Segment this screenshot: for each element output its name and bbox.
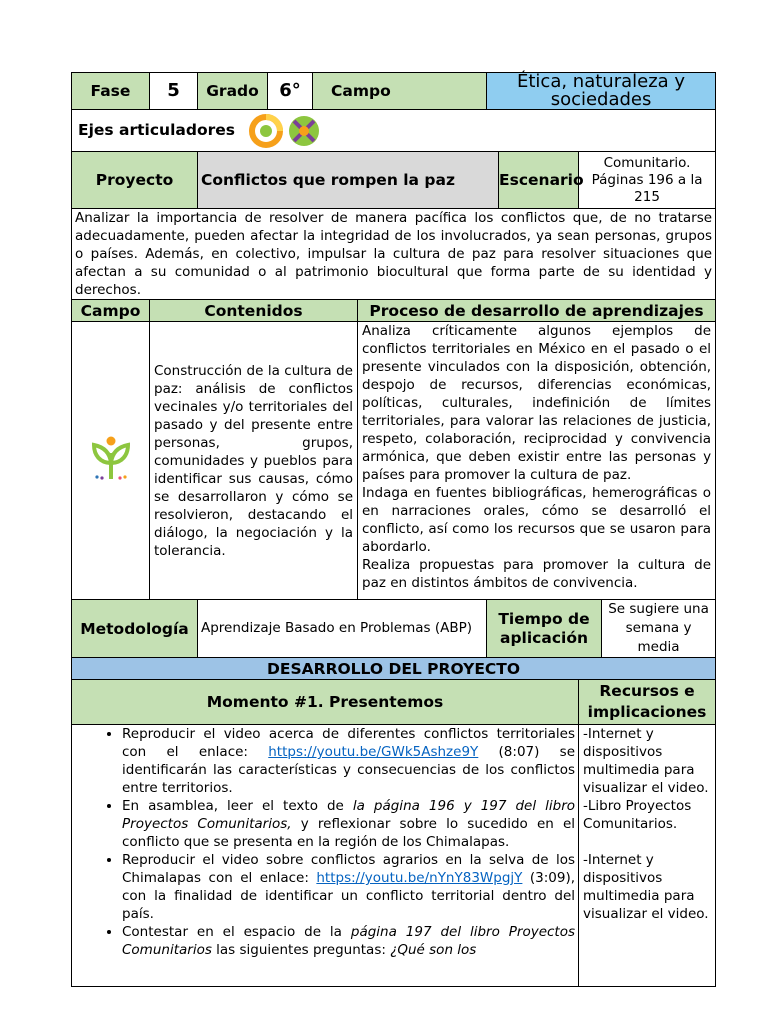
col-contenidos-header: Contenidos [150, 300, 358, 322]
metodologia-value: Aprendizaje Basado en Problemas (ABP) [198, 600, 487, 658]
escenario-value: Comunitario. Páginas 196 a la 215 [579, 152, 716, 209]
grado-value: 6° [268, 73, 313, 110]
escenario-label: Escenario [499, 152, 579, 209]
desarrollo-title: DESARROLLO DEL PROYECTO [72, 658, 716, 680]
proyecto-label: Proyecto [72, 152, 198, 209]
tiempo-value: Se sugiere una semana y media [602, 600, 716, 658]
pensamiento-critico-icon [249, 114, 283, 148]
pda-item: Realiza propuestas para promover la cultura de paz en distintos ámbitos de convivencia. [362, 557, 712, 591]
recurso-item: -Libro Proyectos Comunitarios. [583, 798, 692, 832]
ejes-row [72, 110, 716, 152]
contenidos-text: Construcción de la cultura de paz: análisis de conflictos vecinales y/o territoriales del pasado y del presente entre personas, grupos, comunidades y pueblos para identificar sus causas, cómo se desarrollaron y cómo se resolvieron, destacando el diálogo, la negociación y la tolerancia. [150, 322, 358, 600]
campo-icon-cell [72, 322, 150, 600]
campo-value: Ética, naturaleza y sociedades [487, 73, 716, 110]
actividades-cell [72, 725, 579, 987]
ejes-label: Ejes articuladores [78, 120, 235, 139]
video-link-chimalapas[interactable]: https://youtu.be/nYnY83WpgjY [316, 870, 523, 886]
fase-label: Fase [72, 73, 150, 110]
etica-naturaleza-sociedades-icon [86, 433, 136, 483]
actividades-list [72, 725, 575, 959]
col-campo-header: Campo [72, 300, 150, 322]
momento-title: Momento #1. Presentemos [72, 680, 579, 725]
list-item: • Reproducir el video acerca de diferentes conflictos territoriales con el enlace: https://youtu.be/GWk5Ashze9Y (8:07) se identificarán las características y consecuencias de los conflictos entre territorios. [122, 725, 575, 797]
pda-cell [358, 322, 716, 600]
ejes-icons [249, 114, 321, 148]
recurso-item: -Internet y dispositivos multimedia para visualizar el video. [583, 852, 709, 922]
list-item: • Reproducir el video sobre conflictos agrarios en la selva de los Chimalapas con el enlace: https://youtu.be/nYnY83WpgjY (3:09), con la finalidad de identificar un conflicto territorial dentro del país. [122, 851, 575, 923]
interculturalidad-critica-icon [287, 114, 321, 148]
objetivo-text: Analizar la importancia de resolver de manera pacífica los conflictos que, de no tratarse adecuadamente, pueden afectar la integridad de los involucrados, ya sean personas, grupos o países. Además, en colectivo, impulsar la cultura de paz para resolver situaciones que afectan a su comunidad o al patrimonio biocultural que forma parte de su identidad y derechos. [72, 209, 716, 300]
metodologia-label: Metodología [72, 600, 198, 658]
recursos-cell [579, 725, 716, 987]
planeacion-document [71, 72, 715, 987]
tiempo-label: Tiempo de aplicación [487, 600, 602, 658]
pda-item: Analiza críticamente algunos ejemplos de conflictos territoriales en México en el pasado o el presente vinculados con la disposición, obtención, despojo de recursos, diferencias económicas, políticas, culturales, indefinición de límites territoriales, para valorar las relaciones de justicia, respeto, colaboración, reciprocidad y convivencia armónica, que deben existir entre las personas y países para promover la cultura de paz. [362, 323, 712, 483]
recursos-title: Recursos e implicaciones [579, 680, 716, 725]
planeacion-table [71, 72, 716, 987]
proyecto-value: Conflictos que rompen la paz [198, 152, 499, 209]
fase-value: 5 [150, 73, 198, 110]
video-link-conflictos[interactable]: https://youtu.be/GWk5Ashze9Y [268, 744, 479, 760]
list-item: • Contestar en el espacio de la página 197 del libro Proyectos Comunitarios las siguientes preguntas: ¿Qué son los [122, 923, 575, 959]
col-pda-header: Proceso de desarrollo de aprendizajes [358, 300, 716, 322]
campo-label: Campo [313, 73, 487, 110]
pda-item: Indaga en fuentes bibliográficas, hemerográficas o en narraciones orales, cómo se desarrolló el conflicto, así como los recursos que se usaron para abordarlo. [362, 485, 712, 555]
list-item: • En asamblea, leer el texto de la página 196 y 197 del libro Proyectos Comunitarios, y reflexionar sobre lo sucedido en el conflicto que se presenta en la región de los Chimalapas. [122, 797, 575, 851]
recurso-item: -Internet y dispositivos multimedia para visualizar el video. [583, 726, 709, 796]
grado-label: Grado [198, 73, 268, 110]
